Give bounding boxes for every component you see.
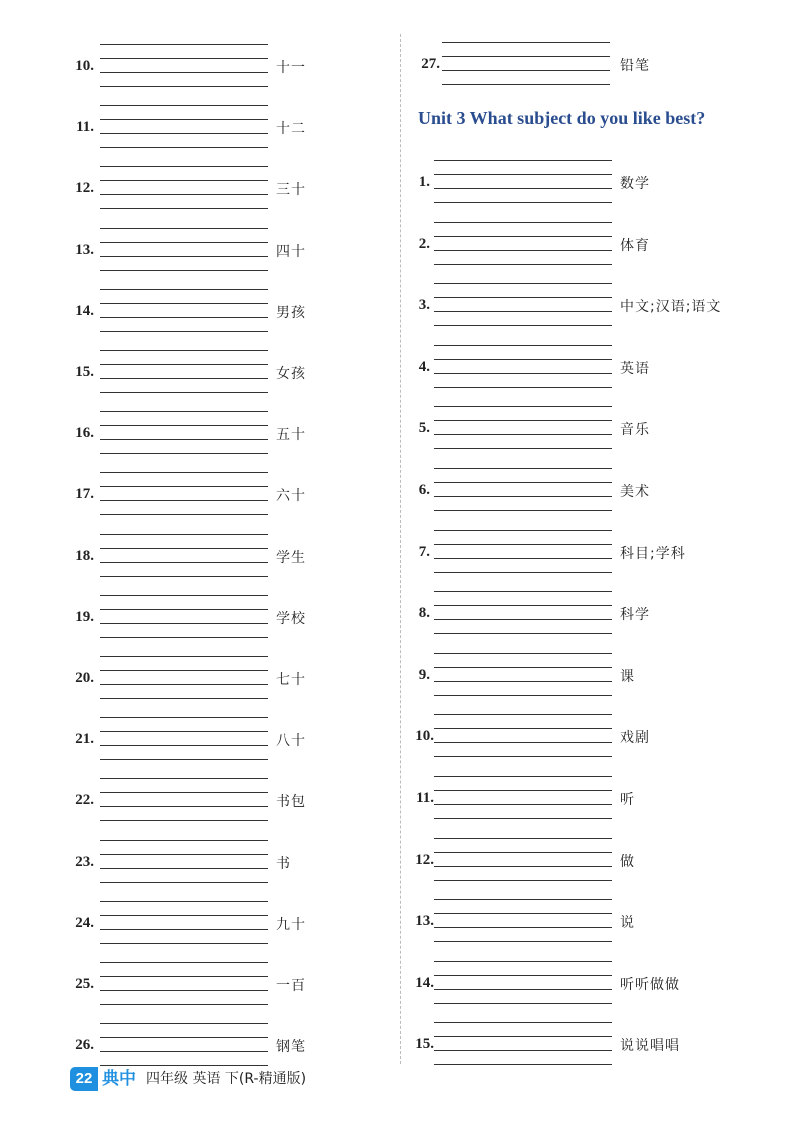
unit-title: Unit 3 What subject do you like best? xyxy=(418,108,706,128)
writing-line[interactable] xyxy=(434,941,612,942)
writing-item xyxy=(400,462,800,524)
writing-line[interactable] xyxy=(100,1023,268,1024)
writing-line[interactable] xyxy=(100,166,268,167)
item-number: 5. xyxy=(418,420,430,437)
writing-line[interactable] xyxy=(434,482,612,483)
chinese-hint: 三十 xyxy=(276,182,306,199)
book-title: 四年级 英语 下(R-精通版) xyxy=(146,1071,307,1087)
writing-line[interactable] xyxy=(100,303,268,304)
chinese-hint: 五十 xyxy=(276,427,306,444)
item-number: 23. xyxy=(75,853,94,870)
writing-line[interactable] xyxy=(100,514,268,515)
item-number: 13. xyxy=(75,241,94,258)
writing-line[interactable] xyxy=(434,572,612,573)
writing-line[interactable] xyxy=(100,317,268,318)
chinese-hint: 课 xyxy=(620,668,635,685)
writing-line[interactable] xyxy=(434,544,612,545)
item-number: 15. xyxy=(75,364,94,380)
writing-line[interactable] xyxy=(442,84,610,85)
writing-line[interactable] xyxy=(100,242,268,243)
writing-line[interactable] xyxy=(100,806,268,807)
chinese-hint: 体育 xyxy=(620,237,650,254)
chinese-hint: 九十 xyxy=(276,916,306,933)
writing-line[interactable] xyxy=(434,387,612,388)
writing-line[interactable] xyxy=(434,1022,612,1023)
writing-item xyxy=(400,216,800,278)
item-number: 20. xyxy=(75,670,94,686)
writing-line[interactable] xyxy=(100,670,268,671)
chinese-hint: 学校 xyxy=(276,610,306,627)
writing-line[interactable] xyxy=(434,325,612,326)
writing-line[interactable] xyxy=(442,56,610,57)
item-number: 9. xyxy=(418,666,430,683)
page-number-badge: 22 xyxy=(70,1067,98,1091)
writing-line[interactable] xyxy=(100,378,268,379)
writing-line[interactable] xyxy=(434,880,612,881)
chinese-hint: 十一 xyxy=(276,60,306,76)
writing-line[interactable] xyxy=(434,838,612,839)
item-number: 24. xyxy=(75,914,94,931)
chinese-hint: 中文;汉语;语文 xyxy=(620,299,722,316)
chinese-hint: 钢笔 xyxy=(276,1039,306,1056)
writing-item xyxy=(400,277,800,339)
writing-line[interactable] xyxy=(100,270,268,271)
chinese-hint: 数学 xyxy=(620,176,650,192)
writing-line[interactable] xyxy=(100,759,268,760)
writing-line[interactable] xyxy=(100,72,268,73)
writing-line[interactable] xyxy=(434,818,612,819)
writing-line[interactable] xyxy=(434,756,612,757)
writing-line[interactable] xyxy=(434,510,612,511)
writing-line[interactable] xyxy=(100,562,268,563)
writing-line[interactable] xyxy=(434,174,612,175)
writing-line[interactable] xyxy=(100,792,268,793)
writing-line[interactable] xyxy=(434,899,612,900)
writing-item xyxy=(0,160,400,222)
writing-line[interactable] xyxy=(434,188,612,189)
writing-item xyxy=(400,893,800,955)
chinese-hint: 音乐 xyxy=(620,422,650,439)
chinese-hint: 书包 xyxy=(276,794,306,811)
writing-line[interactable] xyxy=(100,453,268,454)
writing-line[interactable] xyxy=(100,472,268,473)
writing-line[interactable] xyxy=(434,558,612,559)
writing-line[interactable] xyxy=(434,496,612,497)
writing-line[interactable] xyxy=(434,681,612,682)
chinese-hint: 科学 xyxy=(620,607,650,624)
writing-line[interactable] xyxy=(100,943,268,944)
writing-line[interactable] xyxy=(434,1003,612,1004)
writing-line[interactable] xyxy=(100,208,268,209)
writing-line[interactable] xyxy=(434,264,612,265)
item-number: 11. xyxy=(76,119,94,136)
item-number: 3. xyxy=(418,297,430,314)
writing-line[interactable] xyxy=(434,633,612,634)
chinese-hint: 说说唱唱 xyxy=(620,1038,680,1055)
chinese-hint: 书 xyxy=(276,855,291,872)
writing-line[interactable] xyxy=(100,147,268,148)
chinese-hint: 做 xyxy=(620,853,635,870)
writing-item xyxy=(0,283,400,345)
writing-line[interactable] xyxy=(434,1036,612,1037)
writing-line[interactable] xyxy=(434,852,612,853)
writing-line[interactable] xyxy=(442,42,610,43)
writing-line[interactable] xyxy=(100,392,268,393)
writing-line[interactable] xyxy=(100,548,268,549)
writing-line[interactable] xyxy=(434,804,612,805)
chinese-hint: 女孩 xyxy=(276,366,306,382)
writing-line[interactable] xyxy=(100,840,268,841)
writing-line[interactable] xyxy=(434,359,612,360)
chinese-hint: 戏剧 xyxy=(620,730,650,747)
chinese-hint: 四十 xyxy=(276,243,306,260)
writing-line[interactable] xyxy=(100,425,268,426)
item-number: 11. xyxy=(416,790,434,806)
writing-line[interactable] xyxy=(434,1064,612,1065)
item-number: 16. xyxy=(75,425,94,442)
writing-line[interactable] xyxy=(434,866,612,867)
writing-line[interactable] xyxy=(434,420,612,421)
writing-line[interactable] xyxy=(434,448,612,449)
item-number: 25. xyxy=(75,976,94,992)
chinese-hint: 听 xyxy=(620,792,635,808)
item-number: 27. xyxy=(421,56,440,72)
item-number: 6. xyxy=(418,482,430,498)
writing-line[interactable] xyxy=(434,373,612,374)
writing-item xyxy=(0,38,400,100)
item-number: 8. xyxy=(418,605,430,622)
chinese-hint: 学生 xyxy=(276,549,306,566)
writing-line[interactable] xyxy=(100,623,268,624)
writing-item xyxy=(0,222,400,284)
writing-line[interactable] xyxy=(100,717,268,718)
item-number: 10. xyxy=(415,728,434,745)
writing-line[interactable] xyxy=(434,283,612,284)
chinese-hint: 男孩 xyxy=(276,304,306,321)
writing-item xyxy=(400,1016,800,1078)
writing-item xyxy=(0,650,400,712)
item-number: 15. xyxy=(415,1036,434,1053)
writing-line[interactable] xyxy=(100,901,268,902)
writing-line[interactable] xyxy=(434,653,612,654)
writing-line[interactable] xyxy=(434,975,612,976)
writing-line[interactable] xyxy=(100,976,268,977)
item-number: 12. xyxy=(415,851,434,868)
writing-item xyxy=(400,585,800,647)
writing-line[interactable] xyxy=(434,297,612,298)
writing-line[interactable] xyxy=(434,927,612,928)
writing-item xyxy=(0,895,400,957)
item-number: 18. xyxy=(75,547,94,564)
writing-item xyxy=(0,528,400,590)
writing-line[interactable] xyxy=(100,637,268,638)
writing-item xyxy=(0,834,400,896)
item-number: 14. xyxy=(75,302,94,319)
chinese-hint: 科目;学科 xyxy=(620,545,686,562)
item-number: 1. xyxy=(418,174,430,190)
chinese-hint: 美术 xyxy=(620,484,650,500)
writing-line[interactable] xyxy=(100,962,268,963)
writing-line[interactable] xyxy=(434,790,612,791)
writing-item xyxy=(0,99,400,161)
writing-line[interactable] xyxy=(100,194,268,195)
writing-line[interactable] xyxy=(100,915,268,916)
writing-line[interactable] xyxy=(100,411,268,412)
writing-line[interactable] xyxy=(100,486,268,487)
chinese-hint: 七十 xyxy=(276,672,306,688)
writing-line[interactable] xyxy=(100,133,268,134)
writing-line[interactable] xyxy=(100,778,268,779)
writing-line[interactable] xyxy=(100,534,268,535)
chinese-hint: 八十 xyxy=(276,733,306,750)
chinese-hint: 说 xyxy=(620,915,635,932)
writing-item xyxy=(400,955,800,1017)
writing-item xyxy=(400,524,800,586)
writing-line[interactable] xyxy=(434,1050,612,1051)
writing-line[interactable] xyxy=(100,44,268,45)
writing-item xyxy=(0,344,400,406)
writing-line[interactable] xyxy=(100,105,268,106)
writing-line[interactable] xyxy=(100,609,268,610)
writing-line[interactable] xyxy=(100,500,268,501)
writing-line[interactable] xyxy=(434,742,612,743)
writing-item xyxy=(0,711,400,773)
writing-line[interactable] xyxy=(434,989,612,990)
writing-line[interactable] xyxy=(100,1051,268,1052)
writing-line[interactable] xyxy=(434,250,612,251)
writing-line[interactable] xyxy=(100,1004,268,1005)
writing-line[interactable] xyxy=(434,311,612,312)
writing-line[interactable] xyxy=(100,180,268,181)
writing-line[interactable] xyxy=(100,1037,268,1038)
writing-item xyxy=(0,405,400,467)
item-number: 2. xyxy=(418,235,430,252)
writing-line[interactable] xyxy=(100,731,268,732)
writing-line[interactable] xyxy=(434,160,612,161)
writing-line[interactable] xyxy=(434,619,612,620)
writing-line[interactable] xyxy=(100,364,268,365)
writing-line[interactable] xyxy=(100,595,268,596)
writing-item xyxy=(400,708,800,770)
writing-line[interactable] xyxy=(100,86,268,87)
writing-line[interactable] xyxy=(100,656,268,657)
writing-item xyxy=(400,770,800,832)
writing-line[interactable] xyxy=(434,728,612,729)
writing-line[interactable] xyxy=(434,591,612,592)
chinese-hint: 听听做做 xyxy=(620,976,680,993)
writing-line[interactable] xyxy=(434,434,612,435)
item-number: 12. xyxy=(75,180,94,197)
writing-item xyxy=(400,339,800,401)
chinese-hint: 六十 xyxy=(276,488,306,505)
item-number: 7. xyxy=(418,543,430,560)
writing-line[interactable] xyxy=(100,882,268,883)
writing-line[interactable] xyxy=(100,868,268,869)
writing-line[interactable] xyxy=(434,913,612,914)
writing-line[interactable] xyxy=(100,684,268,685)
writing-line[interactable] xyxy=(100,228,268,229)
writing-line[interactable] xyxy=(100,439,268,440)
writing-line[interactable] xyxy=(434,667,612,668)
writing-line[interactable] xyxy=(434,406,612,407)
writing-line[interactable] xyxy=(100,289,268,290)
writing-line[interactable] xyxy=(434,202,612,203)
chinese-hint: 铅笔 xyxy=(620,58,650,74)
writing-item xyxy=(0,466,400,528)
writing-item xyxy=(400,36,800,98)
writing-line[interactable] xyxy=(434,605,612,606)
writing-item xyxy=(0,772,400,834)
item-number: 13. xyxy=(415,913,434,930)
item-number: 10. xyxy=(75,58,94,74)
writing-line[interactable] xyxy=(100,854,268,855)
writing-item xyxy=(0,956,400,1018)
writing-line[interactable] xyxy=(434,236,612,237)
writing-line[interactable] xyxy=(100,331,268,332)
writing-item xyxy=(400,832,800,894)
writing-line[interactable] xyxy=(100,929,268,930)
writing-line[interactable] xyxy=(434,222,612,223)
writing-line[interactable] xyxy=(100,990,268,991)
chinese-hint: 一百 xyxy=(276,978,306,994)
writing-line[interactable] xyxy=(100,350,268,351)
writing-line[interactable] xyxy=(434,776,612,777)
writing-item xyxy=(400,647,800,709)
writing-line[interactable] xyxy=(434,345,612,346)
publisher-logo: 典中 xyxy=(102,1069,136,1089)
writing-item xyxy=(400,154,800,216)
writing-line[interactable] xyxy=(434,695,612,696)
writing-line[interactable] xyxy=(100,820,268,821)
writing-line[interactable] xyxy=(100,576,268,577)
writing-line[interactable] xyxy=(100,698,268,699)
writing-line[interactable] xyxy=(100,745,268,746)
writing-line[interactable] xyxy=(100,58,268,59)
writing-line[interactable] xyxy=(434,530,612,531)
writing-line[interactable] xyxy=(434,961,612,962)
writing-item xyxy=(400,400,800,462)
writing-line[interactable] xyxy=(434,714,612,715)
writing-item xyxy=(0,589,400,651)
writing-line[interactable] xyxy=(434,468,612,469)
item-number: 26. xyxy=(75,1037,94,1054)
writing-line[interactable] xyxy=(442,70,610,71)
writing-line[interactable] xyxy=(100,119,268,120)
chinese-hint: 英语 xyxy=(620,360,650,377)
item-number: 19. xyxy=(75,608,94,625)
writing-line[interactable] xyxy=(100,256,268,257)
item-number: 17. xyxy=(75,486,94,503)
item-number: 14. xyxy=(415,974,434,991)
item-number: 22. xyxy=(75,792,94,809)
item-number: 21. xyxy=(75,731,94,748)
item-number: 4. xyxy=(418,358,430,375)
chinese-hint: 十二 xyxy=(276,121,306,138)
